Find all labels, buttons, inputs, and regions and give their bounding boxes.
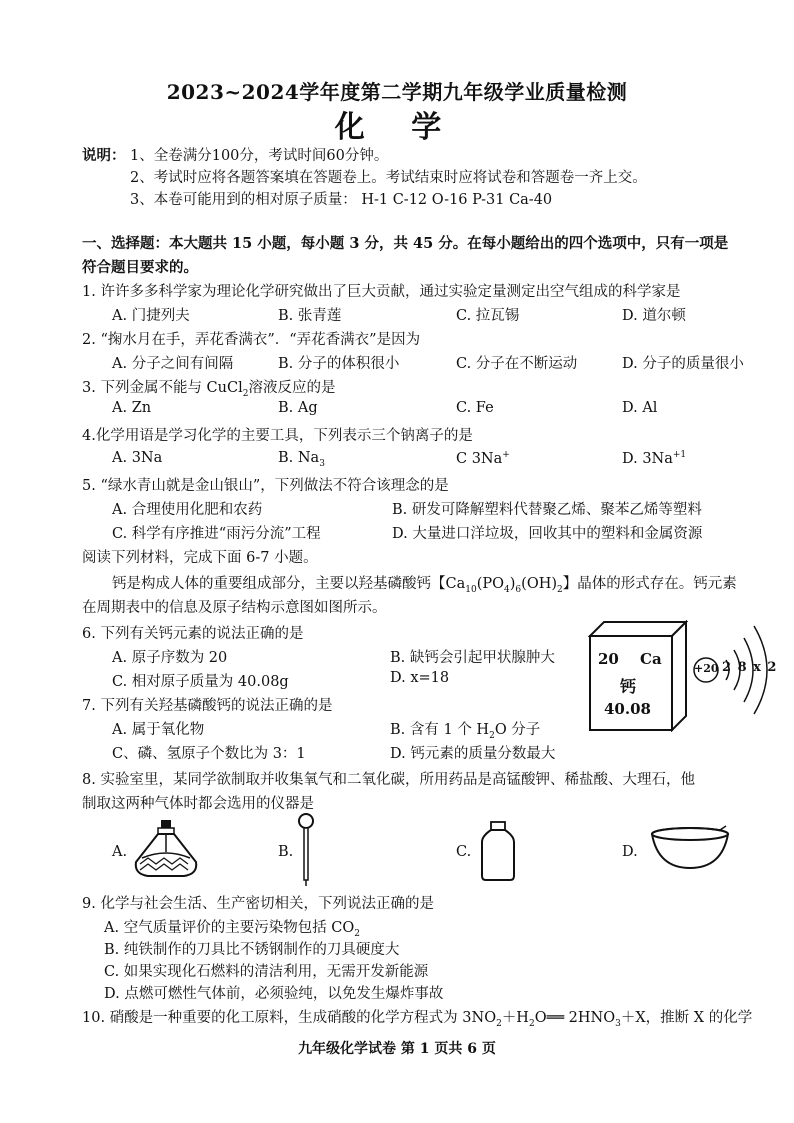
atom-nucleus-charge: +20 [694, 662, 719, 675]
q2-option-d: D. 分子的质量很小 [622, 356, 744, 372]
reading-paragraph-line2: 在周期表中的信息及原子结构示意图如图所示。 [82, 600, 387, 616]
q4-option-d: D. $3Na^{+1}$ [622, 450, 687, 467]
q7-option-a: A. 属于氧化物 [112, 722, 205, 738]
q6-option-b: B. 缺钙会引起甲状腺肿大 [390, 650, 555, 666]
q6-option-a: A. 原子序数为 20 [112, 650, 228, 666]
q7-option-b: B. 含有 1 个 $H_2O$ 分子 [390, 722, 541, 741]
note-1: 1、全卷满分100分，考试时间60分钟。 [130, 148, 389, 164]
q3-option-c: C. Fe [456, 400, 494, 416]
q3-stem: 3. 下列金属不能与 CuCl$_2$溶液反应的是 [82, 380, 336, 399]
atom-shell-electrons: 2 8 x 2 [722, 660, 778, 675]
q2-stem: 2. “掬水月在手，弄花香满衣”．“弄花香满衣”是因为 [82, 332, 421, 348]
q9-option-a: A. 空气质量评价的主要污染物包括 $CO_2$ [104, 920, 361, 939]
evaporating-dish-icon [648, 824, 732, 872]
q1-option-d: D. 道尔顿 [622, 308, 686, 324]
subject-title: 化 学 [334, 110, 460, 145]
dropper-pipette-icon [294, 812, 318, 888]
q4-stem: 4.化学用语是学习化学的主要工具，下列表示三个钠离子的是 [82, 428, 473, 444]
notes-prefix: 说明： [82, 147, 126, 164]
q10-stem: 10. 硝酸是一种重要的化工原料，生成硝酸的化学方程式为 $3NO_2+H_2O══$ $2HNO_3+X$，推断 X 的化学 [82, 1010, 753, 1029]
reading-paragraph-line1: 钙是构成人体的重要组成部分，主要以羟基磷酸钙【$Ca_{10}(PO_4)_6(OH)_2$】晶体的形式存在。钙元素 [112, 576, 737, 595]
q2-option-b: B. 分子的体积很小 [278, 356, 400, 372]
q3-option-a: A. Zn [112, 400, 152, 416]
q8-option-a: A. [112, 844, 128, 860]
q9-stem: 9. 化学与社会生活、生产密切相关，下列说法正确的是 [82, 896, 434, 912]
q8-option-c: C. [456, 844, 472, 860]
q8-option-d: D. [622, 844, 638, 860]
q7-option-d: D. 钙元素的质量分数最大 [390, 746, 556, 762]
q1-option-b: B. 张青莲 [278, 308, 342, 324]
section-heading-line2: 符合题目要求的。 [82, 259, 198, 276]
q5-option-c: C. 科学有序推进“雨污分流”工程 [112, 526, 321, 542]
q5-option-d: D. 大量进口洋垃圾，回收其中的塑料和金属资源 [392, 526, 703, 542]
q4-option-a: A. 3Na [112, 450, 163, 466]
q5-option-b: B. 研发可降解塑料代替聚乙烯、聚苯乙烯等塑料 [392, 502, 702, 518]
q8-stem-line1: 8. 实验室里，某同学欲制取并收集氧气和二氧化碳，所用药品是高锰酸钾、稀盐酸、大理石，他 [82, 772, 695, 788]
q9-option-d: D. 点燃可燃性气体前，必须验纯，以免发生爆炸事故 [104, 986, 444, 1002]
element-symbol: Ca [640, 650, 662, 668]
q4-option-c: C 3Na+ [456, 450, 510, 467]
gas-collecting-bottle-icon [478, 820, 518, 882]
q2-option-c: C. 分子在不断运动 [456, 356, 578, 372]
q9-option-b: B. 纯铁制作的刀具比不锈钢制作的刀具硬度大 [104, 942, 400, 958]
q3-option-d: D. Al [622, 400, 658, 416]
q2-option-a: A. 分子之间有间隔 [112, 356, 234, 372]
q6-option-d: D. x=18 [390, 670, 450, 686]
q4-option-b: B. $Na_3$ [278, 450, 325, 469]
q7-option-c: C、磷、氢原子个数比为 3：1 [112, 746, 306, 762]
alcohol-lamp-icon [128, 818, 204, 882]
note-2: 2、考试时应将各题答案填在答题卷上。考试结束时应将试卷和答题卷一齐上交。 [130, 170, 647, 186]
q5-stem: 5. “绿水青山就是金山银山”，下列做法不符合该理念的是 [82, 478, 449, 494]
section-heading-line1: 一、选择题：本大题共 15 小题，每小题 3 分，共 45 分。在每小题给出的四个选项中，只有一项是 [82, 235, 729, 252]
q8-stem-line2: 制取这两种气体时都会选用的仪器是 [82, 796, 314, 812]
reading-intro: 阅读下列材料，完成下面 6-7 小题。 [82, 550, 318, 566]
q5-option-a: A. 合理使用化肥和农药 [112, 502, 263, 518]
q3-option-b: B. Ag [278, 400, 318, 416]
q8-option-b: B. [278, 844, 294, 860]
note-3: 3、本卷可能用到的相对原子质量： H-1 C-12 O-16 P-31 Ca-40 [130, 192, 553, 208]
element-name: 钙 [620, 677, 637, 696]
q9-option-c: C. 如果实现化石燃料的清洁利用，无需开发新能源 [104, 964, 429, 980]
element-mass: 40.08 [604, 700, 651, 718]
q7-stem: 7. 下列有关羟基磷酸钙的说法正确的是 [82, 698, 333, 714]
q1-stem: 1. 许许多多科学家为理论化学研究做出了巨大贡献，通过实验定量测定出空气组成的科学家是 [82, 284, 681, 300]
q1-option-c: C. 拉瓦锡 [456, 308, 520, 324]
exam-title: 2023~2024学年度第二学期九年级学业质量检测 [166, 80, 628, 104]
q6-option-c: C. 相对原子质量为 40.08g [112, 674, 289, 690]
element-atomic-number: 20 [598, 650, 619, 668]
q6-stem: 6. 下列有关钙元素的说法正确的是 [82, 626, 304, 642]
page-footer: 九年级化学试卷 第 1 页共 6 页 [298, 1041, 496, 1057]
q1-option-a: A. 门捷列夫 [112, 308, 190, 324]
